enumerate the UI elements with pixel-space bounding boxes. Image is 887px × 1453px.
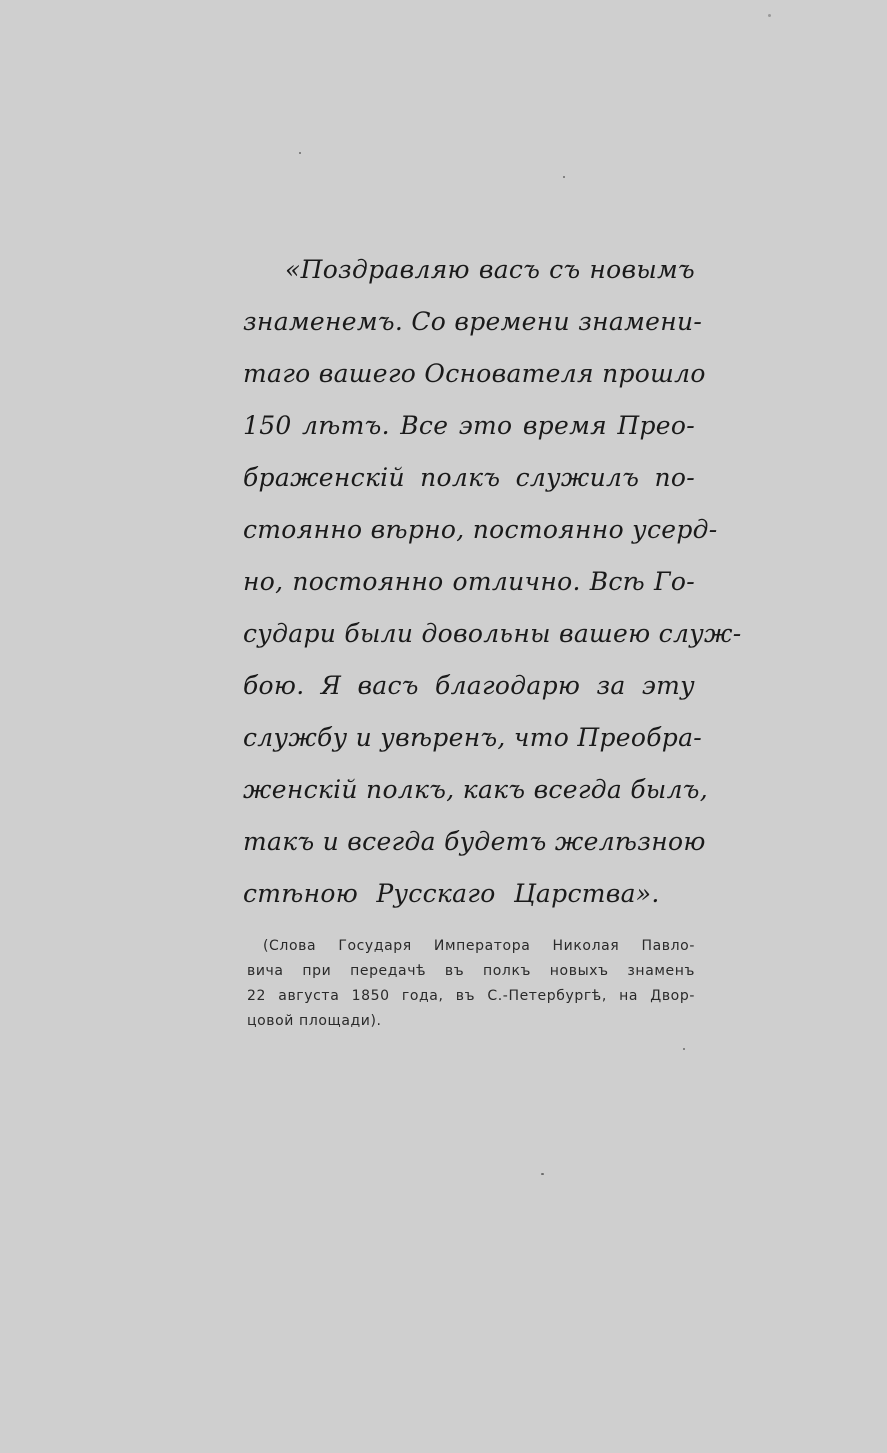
quote-line: стоянно вѣрно, постоянно усерд- xyxy=(243,515,718,544)
quote-line: 150 лѣтъ. Все это время Прео- xyxy=(243,411,695,440)
quote-line: стѣною Русскаго Царства». xyxy=(243,879,660,908)
quote-line: такъ и всегда будетъ желѣзною xyxy=(243,827,706,856)
quote-line: «Поздравляю васъ съ новымъ xyxy=(285,255,695,284)
caption-line: 22 августа 1850 года, въ С.-Петербургѣ, на Двор- xyxy=(247,988,695,1004)
quote-line: женскій полкъ, какъ всегда былъ, xyxy=(243,775,709,804)
quote-line: бою. Я васъ благодарю за эту xyxy=(243,671,695,700)
quote-line: судари были довольны вашею служ- xyxy=(243,619,742,648)
quote-line: но, постоянно отлично. Всѣ Го- xyxy=(243,567,695,596)
caption-block xyxy=(247,934,695,1034)
quote-line: браженскій полкъ служилъ по- xyxy=(243,463,695,492)
paper-speck xyxy=(541,1173,544,1175)
paper-speck xyxy=(299,152,301,154)
caption-line: вича при передачѣ въ полкъ новыхъ знаменъ xyxy=(247,963,695,979)
quote-block xyxy=(243,244,742,920)
caption-line: (Слова Государя Императора Николая Павло- xyxy=(263,938,695,954)
paper-speck xyxy=(563,176,565,178)
quote-line: таго вашего Основателя прошло xyxy=(243,359,706,388)
paper-speck xyxy=(768,14,771,17)
quote-line: знаменемъ. Со времени знамени- xyxy=(243,307,703,336)
caption-line: цовой площади). xyxy=(247,1013,382,1029)
paper-speck xyxy=(683,1048,685,1050)
quote-line: службу и увѣренъ, что Преобра- xyxy=(243,723,703,752)
